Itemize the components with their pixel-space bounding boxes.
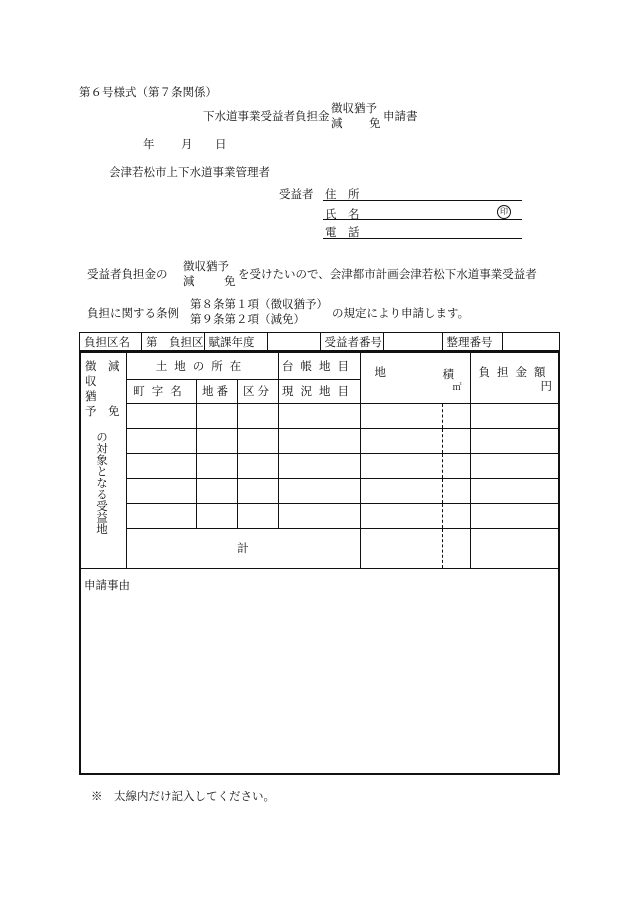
reference-number-label: 整理番号 xyxy=(442,333,502,351)
area-cell[interactable] xyxy=(360,453,442,478)
body1-suffix: を受けたいので、会津都市計画会津若松下水道事業受益者 xyxy=(238,267,537,281)
title-option-deferral: 徴収猶予 xyxy=(331,101,377,115)
beneficiary-number-label: 受益者番号 xyxy=(320,333,383,351)
tax-year-field[interactable] xyxy=(267,333,320,351)
table-row xyxy=(80,403,559,428)
area-decimal-cell[interactable] xyxy=(442,403,470,428)
area-cell[interactable] xyxy=(360,503,442,528)
land-use-cell[interactable] xyxy=(278,478,360,503)
tax-year-label: 賦課年度 xyxy=(204,333,267,351)
charge-header xyxy=(470,352,559,403)
body2-article-9: 第９条第２項（減免） xyxy=(190,312,305,326)
town-cell[interactable] xyxy=(126,428,196,453)
town-cell[interactable] xyxy=(126,503,196,528)
footnote: ※ 太線内だけ記入してください。 xyxy=(91,789,275,803)
name-field[interactable] xyxy=(323,219,522,220)
area-label: 地 xyxy=(374,365,386,379)
seal-icon: 印 xyxy=(497,205,511,219)
applicant-label: 受益者 xyxy=(279,187,314,201)
address-label: 住 所 xyxy=(325,187,360,201)
date-day-field[interactable]: 日 xyxy=(215,137,227,151)
body1-prefix: 受益者負担金の xyxy=(87,267,168,281)
body2-prefix: 負担に関する条例 xyxy=(87,306,179,320)
area-cell[interactable] xyxy=(360,428,442,453)
total-area-cell[interactable] xyxy=(360,528,442,568)
body2-article-8: 第８条第１項（徴収猶予） xyxy=(190,297,328,311)
division-cell[interactable] xyxy=(237,503,278,528)
phone-field[interactable] xyxy=(323,238,522,239)
lot-cell[interactable] xyxy=(196,428,237,453)
division-cell[interactable] xyxy=(237,403,278,428)
body1-option-reduction: 減 xyxy=(183,274,195,288)
side-line-2: 収 xyxy=(85,374,97,388)
area-unit: ㎡ xyxy=(452,383,462,393)
land-table xyxy=(79,351,560,775)
area-cell[interactable] xyxy=(360,403,442,428)
ledger-header: 台帳地目 xyxy=(278,352,360,379)
division-header: 区分 xyxy=(237,379,278,403)
title-option-exemption: 免 xyxy=(369,116,381,130)
table-row xyxy=(80,503,559,528)
land-use-cell[interactable] xyxy=(278,503,360,528)
division-cell[interactable] xyxy=(237,453,278,478)
table-row xyxy=(80,478,559,503)
total-label: 計 xyxy=(126,528,360,568)
lot-cell[interactable] xyxy=(196,478,237,503)
land-use-cell[interactable] xyxy=(278,453,360,478)
charge-unit: 円 xyxy=(540,379,552,393)
form-number: 第６号様式（第７条関係） xyxy=(79,85,217,99)
beneficiary-number-field[interactable] xyxy=(383,333,442,351)
area-label-2: 積 xyxy=(442,367,454,381)
town-cell[interactable] xyxy=(126,403,196,428)
lot-header: 地番 xyxy=(196,379,237,403)
total-area-decimal-cell[interactable] xyxy=(442,528,470,568)
division-cell[interactable] xyxy=(237,428,278,453)
reason-label: 申請事由 xyxy=(84,577,130,592)
lot-cell[interactable] xyxy=(196,503,237,528)
body1-option-exemption: 免 xyxy=(224,274,236,288)
charge-cell[interactable] xyxy=(470,503,559,528)
total-row xyxy=(80,528,559,568)
area-decimal-cell[interactable] xyxy=(442,503,470,528)
lot-cell[interactable] xyxy=(196,403,237,428)
area-decimal-cell[interactable] xyxy=(442,478,470,503)
title-suffix: 申請書 xyxy=(383,109,418,123)
name-label: 氏 名 xyxy=(325,207,360,221)
area-header xyxy=(360,352,470,403)
charge-cell[interactable] xyxy=(470,453,559,478)
charge-label: 負担金額 xyxy=(478,365,553,379)
side-line-1: 徴 減 xyxy=(85,359,120,373)
lot-cell[interactable] xyxy=(196,453,237,478)
side-line-3: 猶 xyxy=(85,389,97,403)
target-land-label xyxy=(80,352,126,568)
date-year-field[interactable]: 年 xyxy=(143,137,155,151)
table-row xyxy=(80,428,559,453)
body1-option-deferral: 徴収猶予 xyxy=(183,259,229,273)
area-decimal-cell[interactable] xyxy=(442,453,470,478)
header-row xyxy=(79,332,560,351)
date-month-field[interactable]: 月 xyxy=(181,137,193,151)
area-cell[interactable] xyxy=(360,478,442,503)
land-use-cell[interactable] xyxy=(278,428,360,453)
charge-cell[interactable] xyxy=(470,403,559,428)
charge-cell[interactable] xyxy=(470,478,559,503)
district-label: 負担区名 xyxy=(80,333,142,351)
body2-suffix: の規定により申請します。 xyxy=(332,306,470,320)
reference-number-field[interactable] xyxy=(502,333,560,351)
town-cell[interactable] xyxy=(126,453,196,478)
charge-cell[interactable] xyxy=(470,428,559,453)
table-row xyxy=(80,453,559,478)
title-prefix: 下水道事業受益者負担金 xyxy=(203,109,330,123)
total-charge-cell[interactable] xyxy=(470,528,559,568)
reason-field[interactable] xyxy=(80,568,559,774)
town-cell[interactable] xyxy=(126,478,196,503)
side-line-4: 予 免 xyxy=(85,404,120,418)
side-vertical-text: の対象となる受益地 xyxy=(95,431,109,535)
address-field[interactable] xyxy=(323,200,522,201)
addressee: 会津若松市上下水道事業管理者 xyxy=(109,165,270,179)
phone-label: 電 話 xyxy=(325,225,360,239)
division-cell[interactable] xyxy=(237,478,278,503)
land-use-cell[interactable] xyxy=(278,403,360,428)
current-use-header: 現況地目 xyxy=(278,379,360,403)
title-option-reduction: 減 xyxy=(331,116,343,130)
district-value[interactable]: 第 負担区 xyxy=(142,333,205,351)
location-header: 土地の所在 xyxy=(126,352,278,379)
town-header: 町字名 xyxy=(126,379,196,403)
area-decimal-cell[interactable] xyxy=(442,428,470,453)
